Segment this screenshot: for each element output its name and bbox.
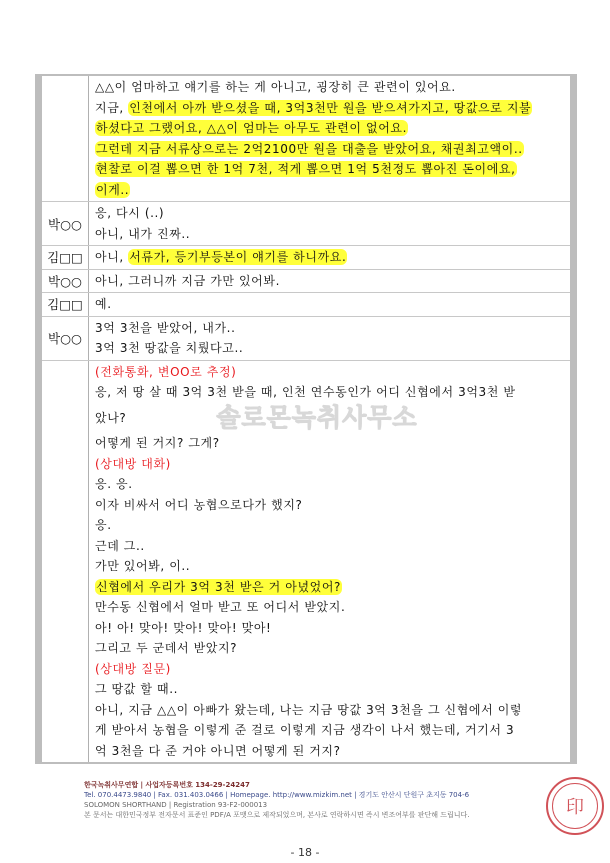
utterance-line	[95, 77, 570, 98]
text-segment: 아니, 그러니까 지금 가만 있어봐.	[95, 273, 280, 288]
utterance-line	[95, 271, 570, 292]
utterance-line	[95, 597, 570, 618]
utterance-line	[95, 338, 570, 359]
highlighted-text: 그런데 지금 서류상으로는 2억2100만 원을 대출을 받았어요, 채권최고액이..	[96, 141, 523, 156]
text-segment: 아니,	[95, 250, 129, 264]
utterance-cell	[89, 202, 570, 245]
text-segment: 응, 저 땅 살 때 3억 3천 받을 때, 인천 연수동인가 어디 신협에서 3억3천 받	[95, 385, 516, 399]
transcript-row	[42, 292, 570, 316]
text-segment: 아! 아! 맞아! 맞아! 맞아! 맞아!	[95, 620, 272, 635]
text-segment: 게 받아서 농협을 이렇게 준 걸로 이렇게 지금 생각이 나서 했는데, 거기서 3	[95, 723, 515, 737]
transcript-row	[42, 360, 570, 763]
transcript-row	[42, 269, 570, 293]
utterance-cell	[89, 76, 570, 201]
footer-contact: Tel. 070.4473.9840 | Fax. 031.403.0466 | Homepage. http://www.mizkim.net | 경기도 안산시 단원구 초지동 704-6	[84, 791, 470, 799]
footer-registration: SOLOMON SHORTHAND | Registration 93-F2-000013	[84, 801, 268, 809]
utterance-line	[95, 454, 570, 475]
utterance-line	[95, 180, 570, 201]
text-segment: 억 3천을 다 준 거야 아니면 어떻게 된 거지?	[95, 743, 341, 758]
utterance-line	[95, 495, 570, 516]
utterance-cell	[89, 246, 570, 269]
text-segment: 근데 그..	[95, 538, 145, 553]
highlighted-text: 하셨다고 그랬어요, △△이 엄마는 아무도 관련이 없어요.	[96, 121, 408, 135]
text-segment: 아니, 지금 △△이 아빠가 왔는데, 나는 지금 땅값 3억 3천을 그 신협에서 이렇	[95, 702, 523, 717]
text-segment: 예.	[95, 297, 112, 311]
utterance-line	[95, 638, 570, 659]
seal-stamp: 印	[546, 777, 604, 835]
highlighted-text: 신협에서 우리가 3억 3천 받은 거 아녔었어?	[96, 579, 341, 594]
utterance-line	[95, 118, 570, 139]
transcript-row	[42, 74, 570, 201]
utterance-line	[95, 659, 570, 680]
speaker-cell: 박○○	[42, 317, 89, 360]
utterance-line	[95, 679, 570, 700]
text-segment: 이자 비싸서 어디 농협으로다가 했지?	[95, 497, 303, 512]
text-segment: 그 땅값 할 때..	[95, 682, 179, 696]
highlighted-text: 현찰로 이걸 뽑으면 한 1억 7천, 적게 뽑으면 1억 5천정도 뽑아진 돈이에요,	[96, 162, 516, 176]
utterance-line	[95, 700, 570, 721]
highlighted-text: 이게..	[96, 182, 130, 197]
text-segment: △△이 엄마하고 얘기를 하는 게 아니고, 굉장히 큰 관련이 있어요.	[95, 80, 456, 94]
footer	[84, 780, 539, 820]
utterance-cell	[89, 361, 570, 763]
text-segment: 지금,	[95, 100, 129, 115]
annotation-text: (상대방 질문)	[95, 661, 171, 676]
utterance-line	[95, 556, 570, 577]
text-segment: 3억 3천을 받았어, 내가..	[95, 320, 236, 335]
text-segment: 3억 3천 땅값을 치뤘다고..	[95, 341, 244, 355]
page-number: - 18 -	[290, 846, 320, 859]
footer-company: 한국녹취사무연합 | 사업자등록번호 134-29-24247	[84, 781, 250, 789]
utterance-line	[95, 474, 570, 495]
utterance-line	[95, 159, 570, 180]
text-segment: 응, 다시 (..)	[95, 206, 165, 220]
utterance-line	[95, 362, 570, 383]
utterance-cell	[89, 317, 570, 360]
text-segment: 아니, 내가 진짜..	[95, 226, 191, 241]
highlighted-text: 서류가, 등기부등본이 얘기를 하니까요.	[129, 250, 347, 264]
text-segment: 어떻게 된 거지? 그게?	[95, 436, 220, 450]
speaker-cell: 김□□	[42, 246, 89, 269]
text-segment: 만수동 신협에서 얼마 받고 또 어디서 받았지.	[95, 600, 346, 614]
utterance-line	[95, 224, 570, 245]
speaker-cell: 박○○	[42, 202, 89, 245]
utterance-line	[95, 98, 570, 119]
text-segment: 그리고 두 군데서 받았지?	[95, 641, 238, 655]
utterance-line	[95, 618, 570, 639]
utterance-line	[95, 741, 570, 762]
footer-notice: 본 문서는 대한민국정부 전자문서 표준인 PDF/A 포맷으로 제작되었으며, 본사로 연락하시면 즉시 변조여부를 판단해 드립니다.	[84, 811, 470, 819]
utterance-line	[95, 318, 570, 339]
utterance-line	[95, 433, 570, 454]
utterance-line	[95, 720, 570, 741]
utterance-line	[95, 403, 570, 434]
utterance-line	[95, 203, 570, 224]
annotation-text: (상대방 대화)	[95, 456, 171, 471]
text-segment: 았나?	[95, 410, 127, 425]
speaker-cell: 김□□	[42, 293, 89, 316]
utterance-line	[95, 515, 570, 536]
utterance-cell	[89, 293, 570, 316]
utterance-line	[95, 577, 570, 598]
watermark: 솔로몬녹취사무소	[216, 403, 418, 432]
transcript-row	[42, 201, 570, 245]
utterance-line	[95, 536, 570, 557]
speaker-cell	[42, 76, 89, 201]
text-segment: 응. 응.	[95, 477, 133, 491]
transcript-row	[42, 245, 570, 269]
speaker-cell	[42, 361, 89, 763]
transcript-table	[35, 74, 577, 764]
utterance-line	[95, 294, 570, 315]
text-segment: 가만 있어봐, 이..	[95, 559, 191, 573]
highlighted-text: 인천에서 아까 받으셨을 때, 3억3천만 원을 받으셔가지고, 땅값으로 지불	[129, 100, 532, 115]
utterance-line	[95, 382, 570, 403]
utterance-line	[95, 139, 570, 160]
speaker-cell: 박○○	[42, 270, 89, 293]
utterance-cell	[89, 270, 570, 293]
utterance-line	[95, 247, 570, 268]
transcript-row	[42, 316, 570, 360]
text-segment: 응.	[95, 518, 112, 532]
annotation-text: (전화통화, 변OO로 추정)	[95, 364, 237, 379]
